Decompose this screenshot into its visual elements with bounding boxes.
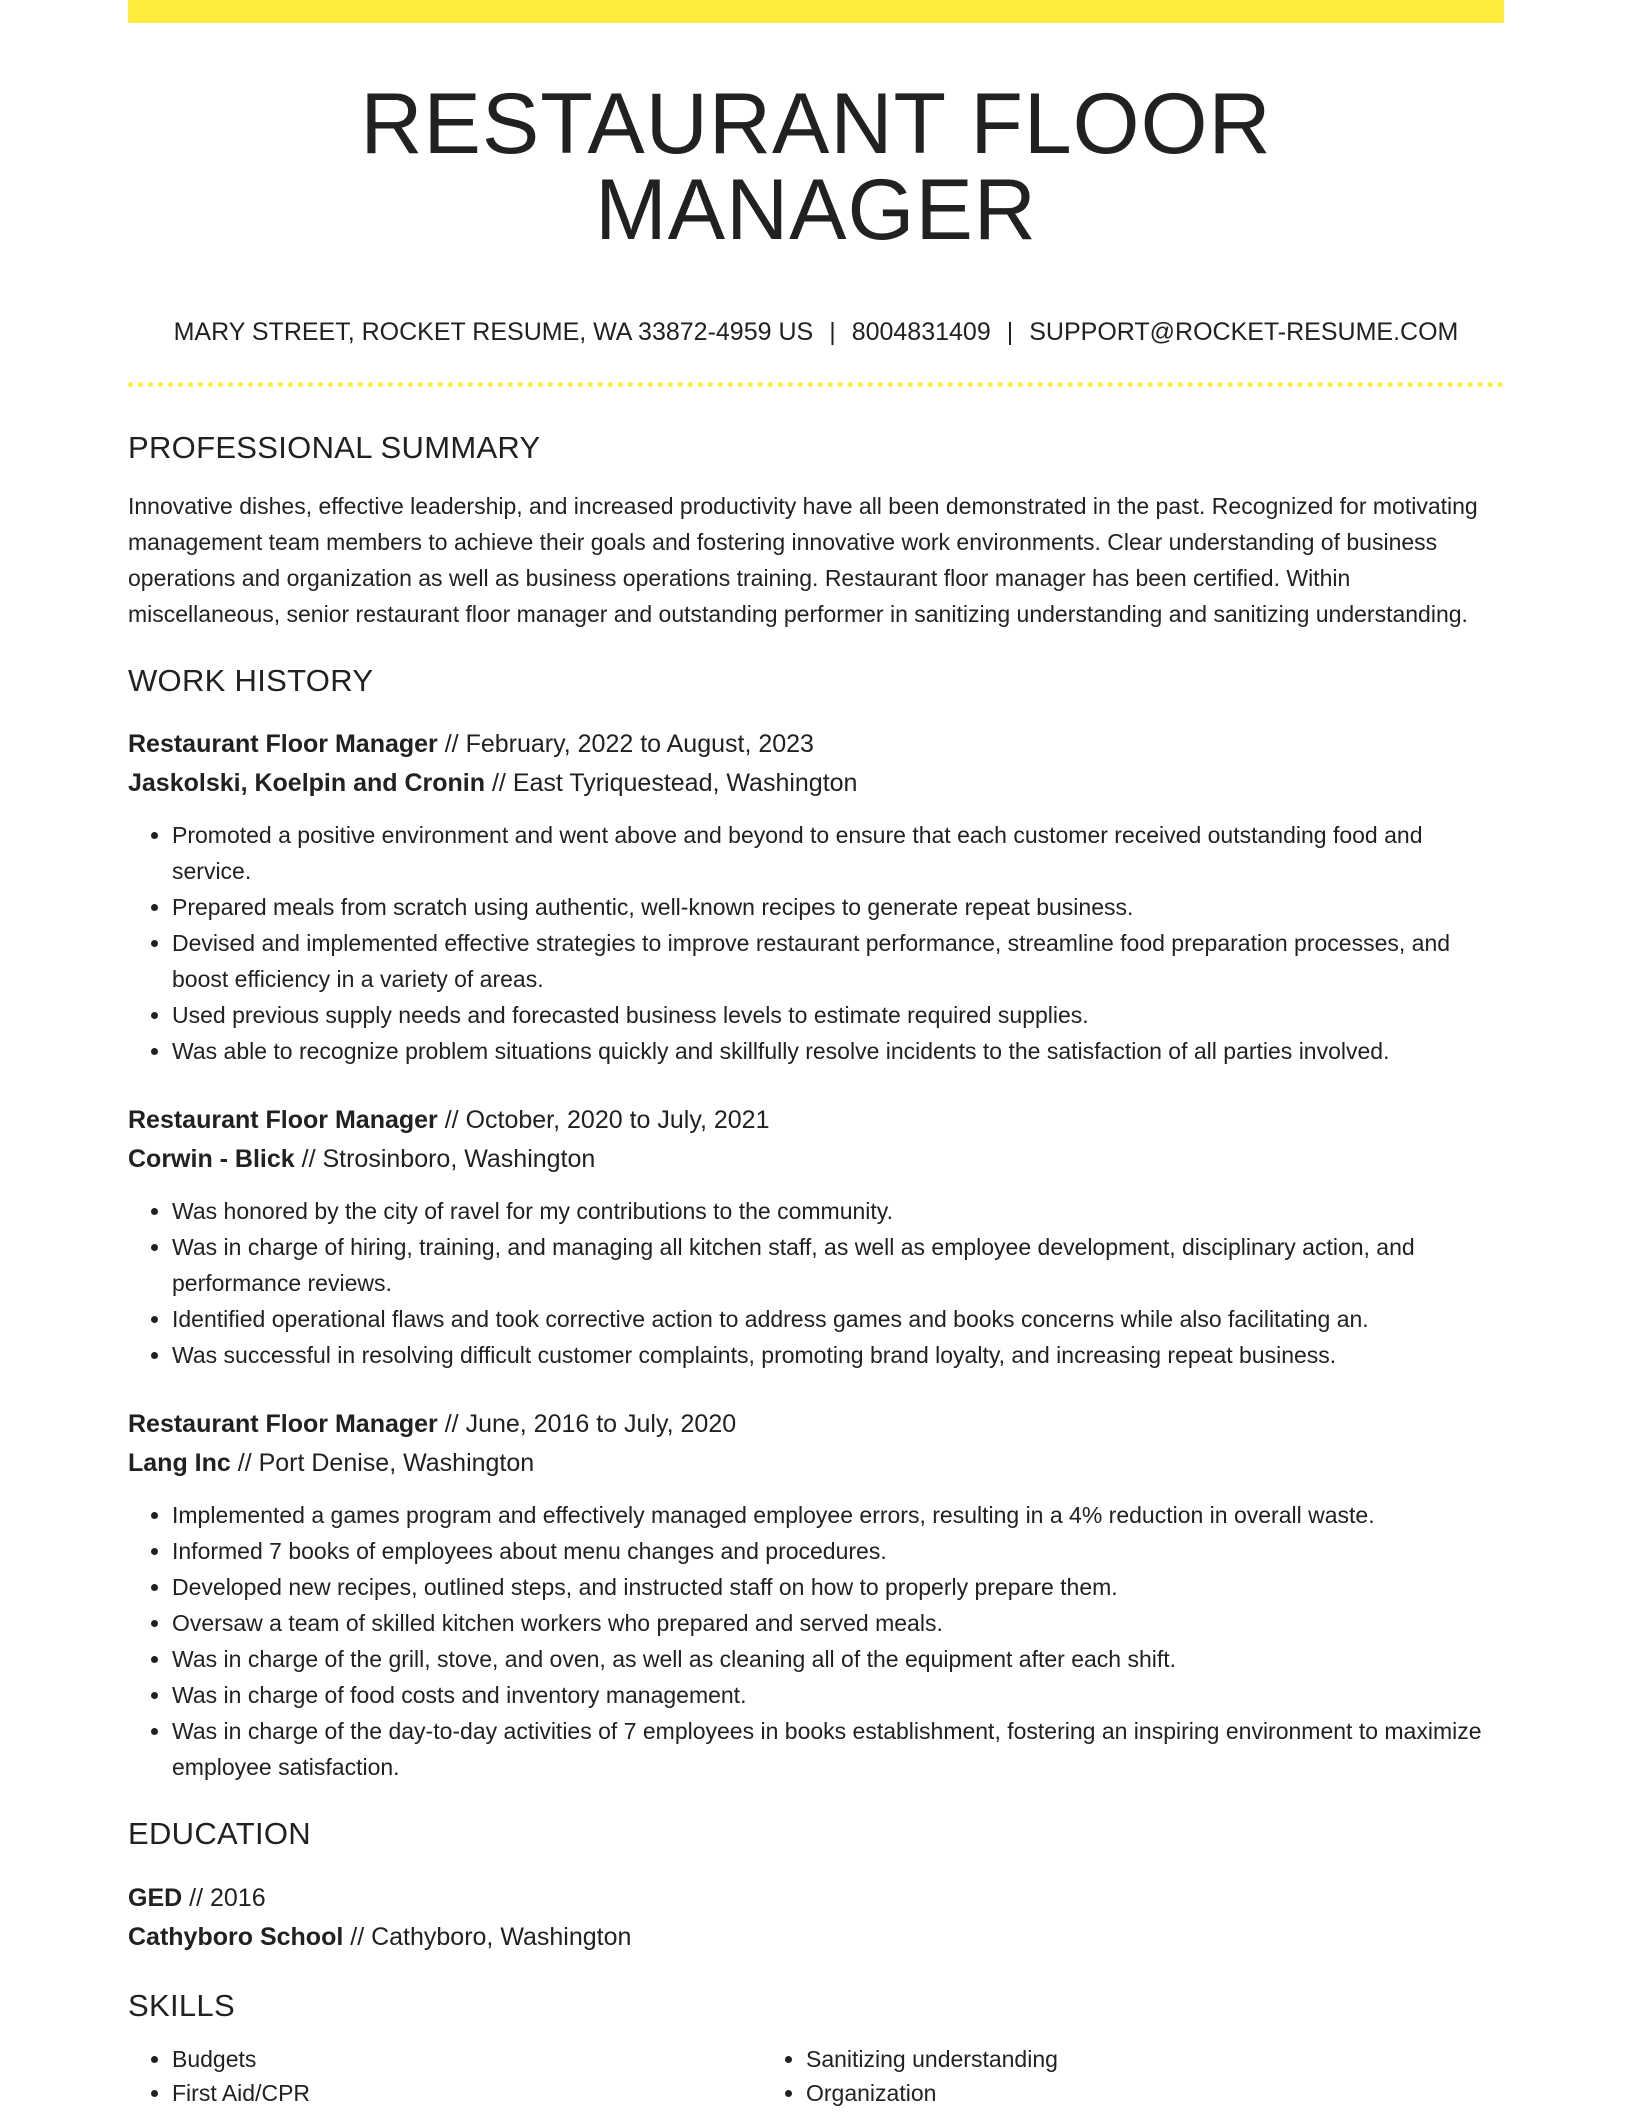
education-heading: EDUCATION bbox=[128, 1816, 311, 1852]
job-company: Lang Inc bbox=[128, 1449, 231, 1478]
list-item: • Was successful in resolving difficult customer complaints, promoting brand loyalty, and increasing repeat business. bbox=[172, 1337, 1504, 1373]
education-school: Cathyboro School bbox=[128, 1922, 344, 1951]
top-accent-bar bbox=[128, 0, 1504, 23]
job-bullet-list bbox=[128, 817, 1504, 1069]
list-item: • Identified operational flaws and took corrective action to address games and books concerns while also facilitating an. bbox=[172, 1301, 1504, 1337]
contact-phone: 8004831409 bbox=[851, 318, 991, 346]
job-title-line bbox=[128, 725, 1504, 764]
dotted-divider bbox=[128, 382, 1504, 387]
education-location: // Cathyboro, Washington bbox=[350, 1922, 632, 1951]
job-company-line bbox=[128, 764, 1504, 803]
contact-separator: | bbox=[829, 318, 836, 346]
skills-list bbox=[762, 2042, 1058, 2110]
list-item: • Sanitizing understanding bbox=[806, 2042, 1058, 2076]
list-item: • Was in charge of the day-to-day activities of 7 employees in books establishment, fostering an inspiring environment to maximize employee satisfaction. bbox=[172, 1713, 1504, 1785]
job-location: // East Tyriquestead, Washington bbox=[491, 769, 858, 798]
job-company: Corwin - Blick bbox=[128, 1145, 295, 1174]
education-school-line bbox=[128, 1918, 1504, 1957]
job-title-line bbox=[128, 1101, 1504, 1140]
list-item: • Used previous supply needs and forecasted business levels to estimate required supplies. bbox=[172, 997, 1504, 1033]
job-title: Restaurant Floor Manager bbox=[128, 1106, 438, 1135]
job-dates: // October, 2020 to July, 2021 bbox=[444, 1106, 770, 1135]
skills-grid bbox=[128, 2042, 1504, 2110]
job-title: Restaurant Floor Manager bbox=[128, 730, 438, 759]
work-history-heading: WORK HISTORY bbox=[128, 663, 374, 699]
list-item: • Budgets bbox=[172, 2042, 762, 2076]
job-bullet-list bbox=[128, 1193, 1504, 1373]
job-company: Jaskolski, Koelpin and Cronin bbox=[128, 769, 486, 798]
list-item: • Was honored by the city of ravel for my contributions to the community. bbox=[172, 1193, 1504, 1229]
contact-address: MARY STREET, ROCKET RESUME, WA 33872-4959 US bbox=[173, 318, 814, 346]
list-item: • Organization bbox=[806, 2076, 1058, 2110]
job-company-line bbox=[128, 1140, 1504, 1179]
summary-text: Innovative dishes, effective leadership, and increased productivity have all been demonstrated in the past. Recognized for motivating management team members to achieve their goals and fostering innovative work environments. Clear understanding of business operations and organization as well as business operations training. Restaurant floor manager has been certified. Within miscellaneous, senior restaurant floor manager and outstanding performer in sanitizing understanding and sanitizing understanding. bbox=[128, 493, 1478, 628]
job-entry bbox=[128, 1101, 1504, 1373]
list-item: • Devised and implemented effective strategies to improve restaurant performance, streamline food preparation processes, and boost efficiency in a variety of areas. bbox=[172, 925, 1504, 997]
list-item: • Was in charge of the grill, stove, and oven, as well as cleaning all of the equipment after each shift. bbox=[172, 1641, 1504, 1677]
list-item: • Informed 7 books of employees about menu changes and procedures. bbox=[172, 1533, 1504, 1569]
job-dates: // June, 2016 to July, 2020 bbox=[444, 1410, 737, 1439]
resume-title: RESTAURANT FLOOR MANAGER bbox=[360, 76, 1272, 258]
job-company-line bbox=[128, 1444, 1504, 1483]
job-dates: // February, 2022 to August, 2023 bbox=[444, 730, 814, 759]
skills-column-left bbox=[128, 2042, 762, 2110]
job-entry bbox=[128, 725, 1504, 1069]
list-item: • Implemented a games program and effectively managed employee errors, resulting in a 4% reduction in overall waste. bbox=[172, 1497, 1504, 1533]
resume-page bbox=[128, 0, 1504, 2110]
job-location: // Strosinboro, Washington bbox=[301, 1145, 596, 1174]
skills-heading: SKILLS bbox=[128, 1987, 235, 2023]
education-year: // 2016 bbox=[189, 1883, 266, 1912]
list-item: • Oversaw a team of skilled kitchen workers who prepared and served meals. bbox=[172, 1605, 1504, 1641]
job-entry bbox=[128, 1405, 1504, 1785]
list-item: • First Aid/CPR bbox=[172, 2076, 762, 2110]
skills-column-right bbox=[762, 2042, 1058, 2110]
job-title-line bbox=[128, 1405, 1504, 1444]
contact-email: SUPPORT@ROCKET-RESUME.COM bbox=[1029, 318, 1459, 346]
education-degree-line bbox=[128, 1879, 1504, 1918]
list-item: • Promoted a positive environment and went above and beyond to ensure that each customer received outstanding food and service. bbox=[172, 817, 1504, 889]
list-item: • Was in charge of food costs and inventory management. bbox=[172, 1677, 1504, 1713]
list-item: • Was able to recognize problem situations quickly and skillfully resolve incidents to the satisfaction of all parties involved. bbox=[172, 1033, 1504, 1069]
contact-separator: | bbox=[1006, 318, 1014, 346]
education-degree: GED bbox=[128, 1883, 183, 1912]
list-item: • Prepared meals from scratch using authentic, well-known recipes to generate repeat business. bbox=[172, 889, 1504, 925]
job-location: // Port Denise, Washington bbox=[237, 1449, 535, 1478]
job-title: Restaurant Floor Manager bbox=[128, 1410, 438, 1439]
job-bullet-list bbox=[128, 1497, 1504, 1785]
summary-heading: PROFESSIONAL SUMMARY bbox=[128, 430, 541, 465]
skills-list bbox=[128, 2042, 762, 2110]
list-item: • Was in charge of hiring, training, and managing all kitchen staff, as well as employee development, disciplinary action, and performance reviews. bbox=[172, 1229, 1504, 1301]
list-item: • Developed new recipes, outlined steps, and instructed staff on how to properly prepare them. bbox=[172, 1569, 1504, 1605]
contact-line bbox=[128, 317, 1504, 347]
